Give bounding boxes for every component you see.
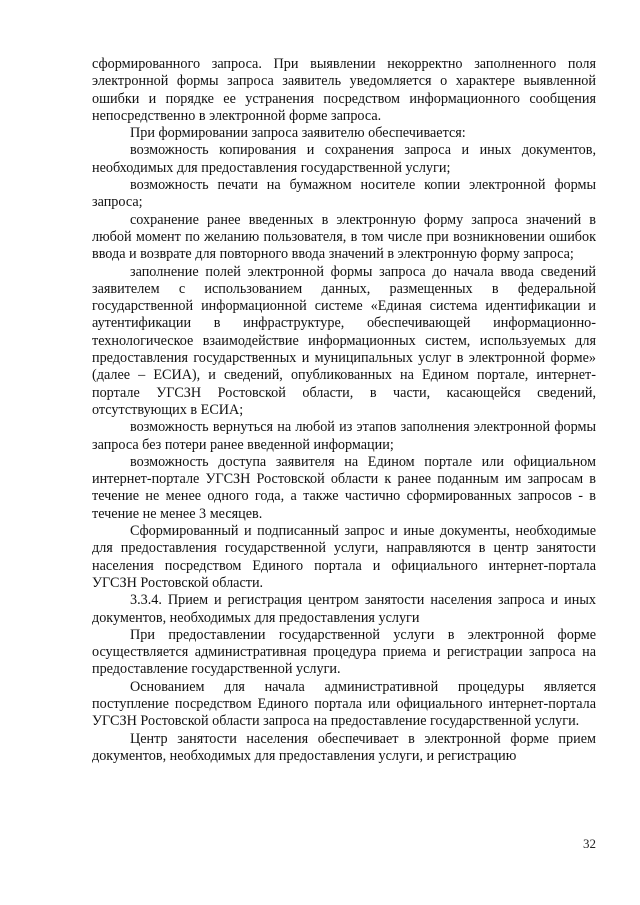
paragraph-save-values: сохранение ранее введенных в электронную форму запроса значений в любой момент по желанию пользователя, в том числе при возникновении ошибок ввода и возврате для повторного ввода значений в электронную форму запроса;: [92, 211, 596, 263]
paragraph-signed-request: Сформированный и подписанный запрос и иные документы, необходимые для предоставления государственной услуги, направляются в центр занятости населения посредством Единого портала и официального интернет-портала УГСЗН Ростовской области.: [92, 523, 596, 591]
page-number: 32: [583, 836, 596, 851]
paragraph-basis: Основанием для начала административной процедуры является поступление посредством Единого портала или официального интернет-портала УГСЗН Ростовской области запроса на предоставление государственной услуги.: [92, 678, 596, 730]
paragraph-form-error-notice: сформированного запроса. При выявлении некорректно заполненного поля электронной формы запроса заявитель уведомляется о характере выявленной ошибки и порядке ее устранения посредством информационного сообщения непосредственно в электронной форме запроса.: [92, 56, 596, 124]
paragraph-employment-center: Центр занятости населения обеспечивает в электронной форме прием документов, необходимых для предоставления услуги, и регистрацию: [92, 730, 596, 764]
paragraph-request-features-intro: При формировании запроса заявителю обеспечивается:: [130, 125, 466, 142]
paragraph-return-to-step: возможность вернуться на любой из этапов заполнения электронной формы запроса без потери ранее введенной информации;: [92, 419, 596, 453]
paragraph-copy-save: возможность копирования и сохранения запроса и иных документов, необходимых для предоставления государственной услуги;: [92, 142, 596, 176]
section-heading-3-3-4: 3.3.4. Прием и регистрация центром занятости населения запроса и иных документов, необходимых для предоставления услуги: [92, 592, 596, 626]
paragraph-print-copy: возможность печати на бумажном носителе копии электронной формы запроса;: [92, 177, 596, 211]
document-body: [92, 56, 596, 765]
paragraph-prefill-esia: заполнение полей электронной формы запроса до начала ввода сведений заявителем с использованием данных, размещенных в федеральной государственной информационной системе «Единая система идентификации и аутентификации в инфраструктуре, обеспечивающей информационно-технологическое взаимодействие информационных систем, используемых для предоставления государственных и муниципальных услуг в электронной форме» (далее – ЕСИА), и сведений, опубликованных на Едином портале, интернет-портале УГСЗН Ростовской области, в части, касающейся сведений, отсутствующих в ЕСИА;: [92, 263, 596, 418]
paragraph-access-requests: возможность доступа заявителя на Едином портале или официальном интернет-портале УГСЗН Ростовской области к ранее поданным им запросам в течение не менее одного года, а также частично сформированных запросов - в течение не менее 3 месяцев.: [92, 453, 596, 522]
paragraph-admin-procedure: При предоставлении государственной услуги в электронной форме осуществляется административная процедура приема и регистрации запроса на предоставление государственной услуги.: [92, 626, 596, 678]
